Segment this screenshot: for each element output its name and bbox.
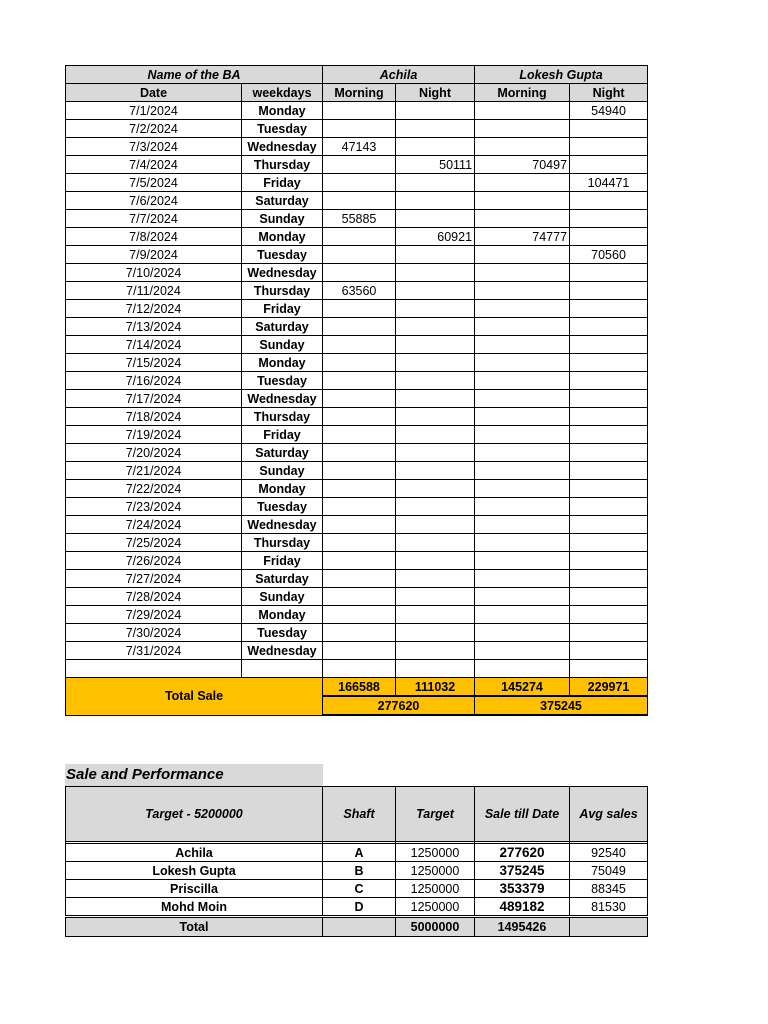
table-row bbox=[66, 862, 648, 880]
ba2-morning-cell bbox=[475, 444, 570, 462]
date-header: Date bbox=[66, 84, 242, 102]
ba1-night-cell: 50111 bbox=[396, 156, 475, 174]
ba1-morning-cell bbox=[323, 102, 396, 120]
date-cell: 7/2/2024 bbox=[66, 120, 242, 138]
table-row bbox=[66, 844, 648, 862]
ba2-night-cell bbox=[570, 372, 648, 390]
date-cell: 7/3/2024 bbox=[66, 138, 242, 156]
weekday-cell: Monday bbox=[242, 102, 323, 120]
ba1-night-cell bbox=[396, 642, 475, 660]
ba2-morning-cell bbox=[475, 120, 570, 138]
ba1-name-header: Achila bbox=[323, 66, 475, 84]
ba2-night-cell: 54940 bbox=[570, 102, 648, 120]
date-cell: 7/16/2024 bbox=[66, 372, 242, 390]
ba1-morning-cell bbox=[323, 426, 396, 444]
date-cell: 7/20/2024 bbox=[66, 444, 242, 462]
weekday-cell: Friday bbox=[242, 426, 323, 444]
table-row bbox=[66, 408, 648, 426]
ba1-morning-cell bbox=[323, 570, 396, 588]
date-cell: 7/12/2024 bbox=[66, 300, 242, 318]
ba2-night-cell bbox=[570, 642, 648, 660]
ba1-morning-cell: 55885 bbox=[323, 210, 396, 228]
table-row bbox=[66, 898, 648, 917]
table-row bbox=[66, 444, 648, 462]
ba1-night-cell bbox=[396, 138, 475, 156]
weekday-cell: Wednesday bbox=[242, 138, 323, 156]
ba2-night-cell bbox=[570, 138, 648, 156]
ba1-night-cell bbox=[396, 210, 475, 228]
ba2-night-cell bbox=[570, 588, 648, 606]
weekday-cell: Tuesday bbox=[242, 498, 323, 516]
ba2-morning-cell bbox=[475, 624, 570, 642]
ba1-morning-cell bbox=[323, 246, 396, 264]
ba1-night-cell bbox=[396, 174, 475, 192]
ba2-morning-cell bbox=[475, 102, 570, 120]
ba2-night-cell bbox=[570, 228, 648, 246]
ba1-morning-cell bbox=[323, 480, 396, 498]
ba1-morning-cell: 47143 bbox=[323, 138, 396, 156]
ba1-morning-cell bbox=[323, 156, 396, 174]
ba1-morning-cell bbox=[323, 192, 396, 210]
ba1-night-cell bbox=[396, 570, 475, 588]
shaft-cell: D bbox=[323, 898, 396, 917]
ba2-morning-cell bbox=[475, 192, 570, 210]
ba1-night-cell bbox=[396, 498, 475, 516]
table-row bbox=[66, 372, 648, 390]
date-cell: 7/26/2024 bbox=[66, 552, 242, 570]
sale-till-date-cell: 277620 bbox=[475, 844, 570, 862]
ba2-morning-cell: 70497 bbox=[475, 156, 570, 174]
date-cell: 7/4/2024 bbox=[66, 156, 242, 174]
sale-performance-title: Sale and Performance bbox=[65, 764, 323, 786]
ba2-night-cell bbox=[570, 606, 648, 624]
ba1-night-cell bbox=[396, 318, 475, 336]
ba1-morning-cell bbox=[323, 534, 396, 552]
ba2-morning-cell bbox=[475, 534, 570, 552]
ba2-night-cell bbox=[570, 570, 648, 588]
weekday-cell: Thursday bbox=[242, 282, 323, 300]
ba2-morning-cell bbox=[475, 588, 570, 606]
ba2-morning-cell bbox=[475, 462, 570, 480]
ba1-morning-cell bbox=[323, 660, 396, 678]
sale-till-date-header: Sale till Date bbox=[475, 787, 570, 842]
ba-name-cell: Lokesh Gupta bbox=[66, 862, 323, 880]
ba2-night-cell bbox=[570, 660, 648, 678]
name-of-ba-label: Name of the BA bbox=[66, 66, 323, 84]
date-cell: 7/14/2024 bbox=[66, 336, 242, 354]
ba2-morning-cell bbox=[475, 570, 570, 588]
weekday-cell: Wednesday bbox=[242, 642, 323, 660]
ba2-night-cell bbox=[570, 390, 648, 408]
ba2-morning-cell bbox=[475, 660, 570, 678]
weekday-cell: Friday bbox=[242, 552, 323, 570]
ba2-morning-header: Morning bbox=[475, 84, 570, 102]
weekday-cell: Thursday bbox=[242, 534, 323, 552]
ba1-grand-total: 277620 bbox=[323, 696, 475, 715]
ba2-night-cell bbox=[570, 210, 648, 228]
ba2-grand-total: 375245 bbox=[475, 696, 648, 715]
ba2-morning-cell bbox=[475, 408, 570, 426]
ba2-night-cell bbox=[570, 516, 648, 534]
sale-till-date-cell: 353379 bbox=[475, 880, 570, 898]
ba1-morning-cell bbox=[323, 462, 396, 480]
daily-sales-table bbox=[65, 65, 648, 716]
ba1-morning-cell bbox=[323, 336, 396, 354]
ba2-night-cell bbox=[570, 480, 648, 498]
table-row bbox=[66, 300, 648, 318]
date-cell bbox=[66, 660, 242, 678]
date-cell: 7/9/2024 bbox=[66, 246, 242, 264]
table-row bbox=[66, 642, 648, 660]
date-cell: 7/24/2024 bbox=[66, 516, 242, 534]
shaft-cell: A bbox=[323, 844, 396, 862]
ba1-night-cell bbox=[396, 408, 475, 426]
table-row bbox=[66, 498, 648, 516]
date-cell: 7/15/2024 bbox=[66, 354, 242, 372]
weekday-cell: Thursday bbox=[242, 408, 323, 426]
table-row bbox=[66, 426, 648, 444]
ba2-morning-cell bbox=[475, 642, 570, 660]
ba1-night-cell bbox=[396, 444, 475, 462]
ba1-morning-cell bbox=[323, 174, 396, 192]
weekday-cell: Tuesday bbox=[242, 624, 323, 642]
ba1-night-cell bbox=[396, 300, 475, 318]
table-row bbox=[66, 246, 648, 264]
date-cell: 7/1/2024 bbox=[66, 102, 242, 120]
avg-sales-cell: 92540 bbox=[570, 844, 648, 862]
ba1-morning-cell bbox=[323, 264, 396, 282]
ba1-night-cell bbox=[396, 552, 475, 570]
table-row bbox=[66, 534, 648, 552]
target-cell: 1250000 bbox=[396, 898, 475, 917]
weekdays-header: weekdays bbox=[242, 84, 323, 102]
ba2-morning-cell bbox=[475, 174, 570, 192]
ba2-morning-cell bbox=[475, 354, 570, 372]
ba1-morning-cell bbox=[323, 390, 396, 408]
ba1-night-cell bbox=[396, 480, 475, 498]
ba1-night-cell bbox=[396, 354, 475, 372]
sale-till-date-cell: 489182 bbox=[475, 898, 570, 917]
table-row bbox=[66, 354, 648, 372]
table-row bbox=[66, 624, 648, 642]
ba-name-cell: Priscilla bbox=[66, 880, 323, 898]
date-cell: 7/30/2024 bbox=[66, 624, 242, 642]
date-cell: 7/31/2024 bbox=[66, 642, 242, 660]
ba1-morning-cell bbox=[323, 606, 396, 624]
ba1-night-cell bbox=[396, 192, 475, 210]
ba2-morning-cell bbox=[475, 498, 570, 516]
ba1-night-cell bbox=[396, 462, 475, 480]
weekday-cell: Saturday bbox=[242, 570, 323, 588]
ba2-morning-cell bbox=[475, 480, 570, 498]
date-cell: 7/6/2024 bbox=[66, 192, 242, 210]
ba2-morning-cell bbox=[475, 606, 570, 624]
table-row bbox=[66, 336, 648, 354]
ba1-morning-cell bbox=[323, 624, 396, 642]
ba2-night-cell bbox=[570, 120, 648, 138]
ba2-night-cell bbox=[570, 552, 648, 570]
ba1-night-cell bbox=[396, 336, 475, 354]
avg-sales-cell: 75049 bbox=[570, 862, 648, 880]
date-cell: 7/8/2024 bbox=[66, 228, 242, 246]
ba2-name-header: Lokesh Gupta bbox=[475, 66, 648, 84]
ba2-morning-cell bbox=[475, 210, 570, 228]
weekday-cell: Thursday bbox=[242, 156, 323, 174]
table-row bbox=[66, 588, 648, 606]
ba2-night-cell bbox=[570, 426, 648, 444]
ba1-night-cell bbox=[396, 120, 475, 138]
table-row bbox=[66, 120, 648, 138]
ba2-night-total: 229971 bbox=[570, 678, 648, 697]
shaft-cell: B bbox=[323, 862, 396, 880]
table-row bbox=[66, 282, 648, 300]
table-row bbox=[66, 210, 648, 228]
shaft-header: Shaft bbox=[323, 787, 396, 842]
date-cell: 7/18/2024 bbox=[66, 408, 242, 426]
total-sale-label: Total Sale bbox=[66, 678, 323, 716]
ba2-night-cell bbox=[570, 444, 648, 462]
table-row bbox=[66, 156, 648, 174]
ba2-night-cell bbox=[570, 336, 648, 354]
ba2-morning-cell bbox=[475, 516, 570, 534]
date-cell: 7/23/2024 bbox=[66, 498, 242, 516]
weekday-cell: Saturday bbox=[242, 318, 323, 336]
ba2-morning-cell bbox=[475, 336, 570, 354]
date-cell: 7/27/2024 bbox=[66, 570, 242, 588]
weekday-cell: Monday bbox=[242, 606, 323, 624]
ba-name-header-row bbox=[66, 66, 648, 84]
ba2-morning-total: 145274 bbox=[475, 678, 570, 697]
table-row bbox=[66, 192, 648, 210]
ba-name-cell: Mohd Moin bbox=[66, 898, 323, 917]
weekday-cell: Wednesday bbox=[242, 516, 323, 534]
ba2-night-cell bbox=[570, 282, 648, 300]
ba1-night-header: Night bbox=[396, 84, 475, 102]
total-sale-till-date: 1495426 bbox=[475, 917, 570, 937]
ba1-night-cell bbox=[396, 660, 475, 678]
ba1-night-cell bbox=[396, 390, 475, 408]
ba1-morning-cell bbox=[323, 228, 396, 246]
performance-header-row bbox=[66, 787, 648, 842]
ba1-night-cell bbox=[396, 606, 475, 624]
performance-total-row bbox=[66, 917, 648, 937]
table-row bbox=[66, 102, 648, 120]
total-label: Total bbox=[66, 917, 323, 937]
avg-sales-header: Avg sales bbox=[570, 787, 648, 842]
ba2-morning-cell bbox=[475, 300, 570, 318]
ba2-morning-cell bbox=[475, 318, 570, 336]
ba1-morning-cell bbox=[323, 498, 396, 516]
ba2-night-cell bbox=[570, 462, 648, 480]
table-row bbox=[66, 660, 648, 678]
ba2-night-cell bbox=[570, 354, 648, 372]
column-header-row bbox=[66, 84, 648, 102]
performance-table bbox=[65, 786, 648, 937]
total-avg-sales bbox=[570, 917, 648, 937]
date-cell: 7/19/2024 bbox=[66, 426, 242, 444]
ba1-night-cell bbox=[396, 246, 475, 264]
weekday-cell: Tuesday bbox=[242, 120, 323, 138]
table-row bbox=[66, 880, 648, 898]
total-shaft bbox=[323, 917, 396, 937]
table-row bbox=[66, 570, 648, 588]
ba2-morning-cell bbox=[475, 372, 570, 390]
target-cell: 1250000 bbox=[396, 880, 475, 898]
ba1-morning-cell bbox=[323, 354, 396, 372]
weekday-cell bbox=[242, 660, 323, 678]
ba2-night-cell bbox=[570, 300, 648, 318]
ba1-night-cell bbox=[396, 516, 475, 534]
table-row bbox=[66, 390, 648, 408]
weekday-cell: Friday bbox=[242, 300, 323, 318]
ba1-night-cell bbox=[396, 426, 475, 444]
ba2-night-cell: 70560 bbox=[570, 246, 648, 264]
weekday-cell: Saturday bbox=[242, 444, 323, 462]
ba2-night-header: Night bbox=[570, 84, 648, 102]
date-cell: 7/17/2024 bbox=[66, 390, 242, 408]
table-row bbox=[66, 480, 648, 498]
date-cell: 7/29/2024 bbox=[66, 606, 242, 624]
weekday-cell: Tuesday bbox=[242, 372, 323, 390]
ba2-night-cell bbox=[570, 156, 648, 174]
ba1-morning-cell bbox=[323, 372, 396, 390]
ba2-night-cell bbox=[570, 192, 648, 210]
date-cell: 7/21/2024 bbox=[66, 462, 242, 480]
shaft-cell: C bbox=[323, 880, 396, 898]
total-sale-row bbox=[66, 678, 648, 697]
ba2-night-cell bbox=[570, 534, 648, 552]
date-cell: 7/25/2024 bbox=[66, 534, 242, 552]
table-row bbox=[66, 516, 648, 534]
ba1-morning-header: Morning bbox=[323, 84, 396, 102]
ba1-night-cell bbox=[396, 372, 475, 390]
ba1-morning-cell bbox=[323, 552, 396, 570]
ba2-morning-cell bbox=[475, 282, 570, 300]
ba1-night-total: 111032 bbox=[396, 678, 475, 697]
avg-sales-cell: 81530 bbox=[570, 898, 648, 917]
weekday-cell: Monday bbox=[242, 228, 323, 246]
ba1-morning-cell bbox=[323, 408, 396, 426]
date-cell: 7/28/2024 bbox=[66, 588, 242, 606]
target-cell: 1250000 bbox=[396, 862, 475, 880]
table-row bbox=[66, 228, 648, 246]
table-row bbox=[66, 606, 648, 624]
weekday-cell: Wednesday bbox=[242, 390, 323, 408]
ba2-night-cell bbox=[570, 624, 648, 642]
ba2-morning-cell bbox=[475, 264, 570, 282]
ba2-night-cell bbox=[570, 318, 648, 336]
ba1-morning-cell bbox=[323, 444, 396, 462]
table-row bbox=[66, 318, 648, 336]
ba2-morning-cell bbox=[475, 552, 570, 570]
weekday-cell: Tuesday bbox=[242, 246, 323, 264]
ba1-night-cell bbox=[396, 624, 475, 642]
weekday-cell: Monday bbox=[242, 354, 323, 372]
ba1-night-cell bbox=[396, 102, 475, 120]
ba1-morning-cell bbox=[323, 318, 396, 336]
ba1-morning-cell bbox=[323, 300, 396, 318]
sale-till-date-cell: 375245 bbox=[475, 862, 570, 880]
ba2-night-cell bbox=[570, 408, 648, 426]
weekday-cell: Monday bbox=[242, 480, 323, 498]
ba1-morning-cell bbox=[323, 120, 396, 138]
ba2-morning-cell bbox=[475, 138, 570, 156]
ba1-night-cell bbox=[396, 588, 475, 606]
weekday-cell: Sunday bbox=[242, 210, 323, 228]
date-cell: 7/11/2024 bbox=[66, 282, 242, 300]
ba2-morning-cell bbox=[475, 390, 570, 408]
target-total-header: Target - 5200000 bbox=[66, 787, 323, 842]
ba2-night-cell: 104471 bbox=[570, 174, 648, 192]
avg-sales-cell: 88345 bbox=[570, 880, 648, 898]
target-header: Target bbox=[396, 787, 475, 842]
ba1-morning-cell bbox=[323, 516, 396, 534]
ba1-night-cell bbox=[396, 282, 475, 300]
ba-name-cell: Achila bbox=[66, 844, 323, 862]
ba2-night-cell bbox=[570, 264, 648, 282]
ba2-morning-cell bbox=[475, 426, 570, 444]
date-cell: 7/5/2024 bbox=[66, 174, 242, 192]
ba1-night-cell: 60921 bbox=[396, 228, 475, 246]
weekday-cell: Saturday bbox=[242, 192, 323, 210]
ba2-night-cell bbox=[570, 498, 648, 516]
weekday-cell: Wednesday bbox=[242, 264, 323, 282]
weekday-cell: Sunday bbox=[242, 462, 323, 480]
table-row bbox=[66, 264, 648, 282]
weekday-cell: Sunday bbox=[242, 336, 323, 354]
date-cell: 7/13/2024 bbox=[66, 318, 242, 336]
ba2-morning-cell bbox=[475, 246, 570, 264]
ba1-night-cell bbox=[396, 264, 475, 282]
table-row bbox=[66, 462, 648, 480]
ba1-morning-cell: 63560 bbox=[323, 282, 396, 300]
ba2-morning-cell: 74777 bbox=[475, 228, 570, 246]
ba1-morning-total: 166588 bbox=[323, 678, 396, 697]
date-cell: 7/10/2024 bbox=[66, 264, 242, 282]
ba1-morning-cell bbox=[323, 588, 396, 606]
target-cell: 1250000 bbox=[396, 844, 475, 862]
date-cell: 7/7/2024 bbox=[66, 210, 242, 228]
weekday-cell: Sunday bbox=[242, 588, 323, 606]
weekday-cell: Friday bbox=[242, 174, 323, 192]
ba1-morning-cell bbox=[323, 642, 396, 660]
table-row bbox=[66, 552, 648, 570]
ba1-night-cell bbox=[396, 534, 475, 552]
table-row bbox=[66, 174, 648, 192]
date-cell: 7/22/2024 bbox=[66, 480, 242, 498]
total-target: 5000000 bbox=[396, 917, 475, 937]
table-row bbox=[66, 138, 648, 156]
